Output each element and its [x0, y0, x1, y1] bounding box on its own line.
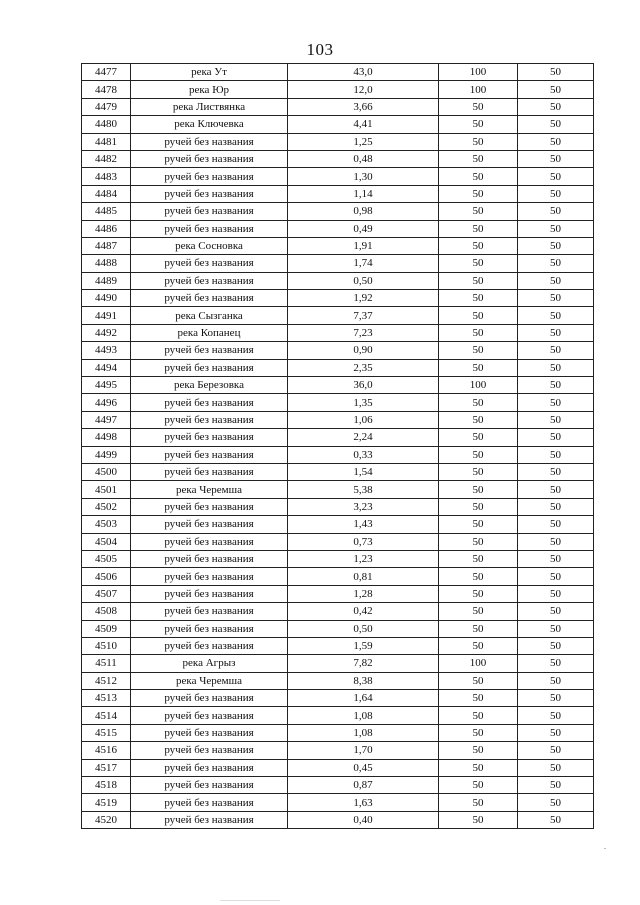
table-row — [82, 672, 594, 689]
river-length-km: 43,0 — [288, 64, 439, 81]
water-protection-zone-width: 50 — [439, 220, 518, 237]
water-protection-zone-width: 50 — [439, 637, 518, 654]
water-body-name: река Агрыз — [131, 655, 288, 672]
water-protection-zone-width: 50 — [439, 203, 518, 220]
coastal-protection-strip-width: 50 — [518, 290, 594, 307]
water-body-name: ручей без названия — [131, 290, 288, 307]
table-row — [82, 707, 594, 724]
water-body-name: ручей без названия — [131, 255, 288, 272]
water-protection-zone-width: 50 — [439, 307, 518, 324]
river-length-km: 0,98 — [288, 203, 439, 220]
row-number: 4508 — [82, 603, 131, 620]
river-length-km: 0,73 — [288, 533, 439, 550]
water-body-name: ручей без названия — [131, 690, 288, 707]
river-length-km: 1,08 — [288, 724, 439, 741]
water-protection-zone-width: 50 — [439, 394, 518, 411]
water-protection-zone-width: 50 — [439, 116, 518, 133]
coastal-protection-strip-width: 50 — [518, 655, 594, 672]
water-protection-zone-width: 100 — [439, 655, 518, 672]
row-number: 4488 — [82, 255, 131, 272]
river-length-km: 0,42 — [288, 603, 439, 620]
row-number: 4506 — [82, 568, 131, 585]
table-row — [82, 498, 594, 515]
water-protection-zone-width: 50 — [439, 133, 518, 150]
river-length-km: 0,50 — [288, 620, 439, 637]
row-number: 4484 — [82, 185, 131, 202]
water-body-name: ручей без названия — [131, 463, 288, 480]
table-row — [82, 220, 594, 237]
water-protection-zone-width: 50 — [439, 150, 518, 167]
river-length-km: 4,41 — [288, 116, 439, 133]
table-row — [82, 64, 594, 81]
coastal-protection-strip-width: 50 — [518, 568, 594, 585]
table-row — [82, 185, 594, 202]
row-number: 4491 — [82, 307, 131, 324]
row-number: 4516 — [82, 742, 131, 759]
coastal-protection-strip-width: 50 — [518, 533, 594, 550]
table-row — [82, 377, 594, 394]
table-body — [82, 64, 594, 829]
coastal-protection-strip-width: 50 — [518, 324, 594, 341]
water-protection-zone-width: 50 — [439, 272, 518, 289]
row-number: 4509 — [82, 620, 131, 637]
row-number: 4518 — [82, 777, 131, 794]
river-length-km: 1,28 — [288, 585, 439, 602]
water-body-name: ручей без названия — [131, 411, 288, 428]
water-body-name: ручей без названия — [131, 272, 288, 289]
river-length-km: 1,63 — [288, 794, 439, 811]
water-body-name: ручей без названия — [131, 220, 288, 237]
water-body-name: ручей без названия — [131, 203, 288, 220]
row-number: 4496 — [82, 394, 131, 411]
river-length-km: 1,35 — [288, 394, 439, 411]
water-protection-zone-width: 50 — [439, 255, 518, 272]
river-length-km: 3,23 — [288, 498, 439, 515]
table-row — [82, 603, 594, 620]
table-row — [82, 411, 594, 428]
water-protection-zone-width: 50 — [439, 568, 518, 585]
row-number: 4498 — [82, 429, 131, 446]
water-body-name: ручей без названия — [131, 185, 288, 202]
river-length-km: 0,48 — [288, 150, 439, 167]
water-body-name: ручей без названия — [131, 724, 288, 741]
row-number: 4514 — [82, 707, 131, 724]
coastal-protection-strip-width: 50 — [518, 498, 594, 515]
row-number: 4502 — [82, 498, 131, 515]
coastal-protection-strip-width: 50 — [518, 550, 594, 567]
coastal-protection-strip-width: 50 — [518, 133, 594, 150]
water-protection-zone-width: 50 — [439, 342, 518, 359]
water-protection-zone-width: 50 — [439, 707, 518, 724]
coastal-protection-strip-width: 50 — [518, 411, 594, 428]
water-body-name: ручей без названия — [131, 637, 288, 654]
row-number: 4494 — [82, 359, 131, 376]
water-body-name: ручей без названия — [131, 811, 288, 828]
table-row — [82, 150, 594, 167]
coastal-protection-strip-width: 50 — [518, 64, 594, 81]
coastal-protection-strip-width: 50 — [518, 237, 594, 254]
table-row — [82, 777, 594, 794]
river-length-km: 8,38 — [288, 672, 439, 689]
table-row — [82, 742, 594, 759]
table-row — [82, 446, 594, 463]
page-number: 103 — [306, 40, 334, 59]
row-number: 4501 — [82, 481, 131, 498]
water-body-name: ручей без названия — [131, 742, 288, 759]
water-protection-zone-width: 50 — [439, 516, 518, 533]
table-row — [82, 655, 594, 672]
water-body-name: ручей без названия — [131, 777, 288, 794]
water-protection-zone-width: 50 — [439, 185, 518, 202]
table-row — [82, 568, 594, 585]
river-length-km: 1,92 — [288, 290, 439, 307]
water-body-name: ручей без названия — [131, 168, 288, 185]
water-protection-zone-width: 50 — [439, 794, 518, 811]
river-length-km: 1,08 — [288, 707, 439, 724]
water-body-name: река Сосновка — [131, 237, 288, 254]
row-number: 4512 — [82, 672, 131, 689]
coastal-protection-strip-width: 50 — [518, 637, 594, 654]
row-number: 4482 — [82, 150, 131, 167]
row-number: 4497 — [82, 411, 131, 428]
river-length-km: 0,45 — [288, 759, 439, 776]
table-row — [82, 394, 594, 411]
coastal-protection-strip-width: 50 — [518, 98, 594, 115]
water-protection-zone-width: 50 — [439, 742, 518, 759]
table-row — [82, 585, 594, 602]
coastal-protection-strip-width: 50 — [518, 724, 594, 741]
table-row — [82, 620, 594, 637]
river-length-km: 1,25 — [288, 133, 439, 150]
river-length-km: 2,24 — [288, 429, 439, 446]
table-row — [82, 550, 594, 567]
row-number: 4478 — [82, 81, 131, 98]
coastal-protection-strip-width: 50 — [518, 394, 594, 411]
water-protection-zone-width: 50 — [439, 98, 518, 115]
coastal-protection-strip-width: 50 — [518, 794, 594, 811]
coastal-protection-strip-width: 50 — [518, 185, 594, 202]
coastal-protection-strip-width: 50 — [518, 777, 594, 794]
water-protection-zone-width: 50 — [439, 481, 518, 498]
water-body-name: ручей без названия — [131, 794, 288, 811]
table-row — [82, 463, 594, 480]
row-number: 4479 — [82, 98, 131, 115]
row-number: 4507 — [82, 585, 131, 602]
water-protection-zone-width: 50 — [439, 290, 518, 307]
river-length-km: 7,23 — [288, 324, 439, 341]
water-protection-zone-width: 100 — [439, 81, 518, 98]
coastal-protection-strip-width: 50 — [518, 272, 594, 289]
row-number: 4515 — [82, 724, 131, 741]
table-row — [82, 203, 594, 220]
row-number: 4505 — [82, 550, 131, 567]
table-row — [82, 237, 594, 254]
table-row — [82, 81, 594, 98]
water-body-name: ручей без названия — [131, 550, 288, 567]
row-number: 4519 — [82, 794, 131, 811]
row-number: 4481 — [82, 133, 131, 150]
coastal-protection-strip-width: 50 — [518, 446, 594, 463]
river-length-km: 1,70 — [288, 742, 439, 759]
coastal-protection-strip-width: 50 — [518, 603, 594, 620]
row-number: 4490 — [82, 290, 131, 307]
table-row — [82, 516, 594, 533]
water-protection-zone-width: 100 — [439, 377, 518, 394]
coastal-protection-strip-width: 50 — [518, 707, 594, 724]
coastal-protection-strip-width: 50 — [518, 255, 594, 272]
row-number: 4500 — [82, 463, 131, 480]
coastal-protection-strip-width: 50 — [518, 359, 594, 376]
water-protection-zone-width: 50 — [439, 811, 518, 828]
water-protection-zone-width: 50 — [439, 237, 518, 254]
row-number: 4513 — [82, 690, 131, 707]
row-number: 4517 — [82, 759, 131, 776]
row-number: 4483 — [82, 168, 131, 185]
water-protection-zone-width: 50 — [439, 498, 518, 515]
river-length-km: 2,35 — [288, 359, 439, 376]
water-bodies-table — [81, 63, 594, 829]
river-length-km: 5,38 — [288, 481, 439, 498]
table-row — [82, 533, 594, 550]
water-body-name: ручей без названия — [131, 429, 288, 446]
water-protection-zone-width: 50 — [439, 620, 518, 637]
table-row — [82, 255, 594, 272]
table-row — [82, 794, 594, 811]
coastal-protection-strip-width: 50 — [518, 342, 594, 359]
coastal-protection-strip-width: 50 — [518, 690, 594, 707]
coastal-protection-strip-width: 50 — [518, 220, 594, 237]
water-body-name: ручей без названия — [131, 620, 288, 637]
water-body-name: река Ключевка — [131, 116, 288, 133]
coastal-protection-strip-width: 50 — [518, 811, 594, 828]
scan-artifact — [220, 900, 280, 901]
river-length-km: 1,43 — [288, 516, 439, 533]
water-body-name: ручей без названия — [131, 707, 288, 724]
water-body-name: ручей без названия — [131, 446, 288, 463]
river-length-km: 7,82 — [288, 655, 439, 672]
coastal-protection-strip-width: 50 — [518, 307, 594, 324]
water-body-name: река Копанец — [131, 324, 288, 341]
water-protection-zone-width: 50 — [439, 672, 518, 689]
river-length-km: 0,90 — [288, 342, 439, 359]
table-row — [82, 98, 594, 115]
river-length-km: 0,87 — [288, 777, 439, 794]
river-length-km: 1,74 — [288, 255, 439, 272]
river-length-km: 3,66 — [288, 98, 439, 115]
water-body-name: ручей без названия — [131, 568, 288, 585]
water-protection-zone-width: 50 — [439, 446, 518, 463]
table-row — [82, 168, 594, 185]
row-number: 4492 — [82, 324, 131, 341]
water-body-name: ручей без названия — [131, 342, 288, 359]
river-length-km: 0,40 — [288, 811, 439, 828]
water-protection-zone-width: 50 — [439, 429, 518, 446]
table-row — [82, 690, 594, 707]
water-protection-zone-width: 50 — [439, 550, 518, 567]
water-body-name: ручей без названия — [131, 498, 288, 515]
water-body-name: река Сызганка — [131, 307, 288, 324]
water-body-name: река Черемша — [131, 672, 288, 689]
row-number: 4499 — [82, 446, 131, 463]
table-row — [82, 133, 594, 150]
river-length-km: 1,54 — [288, 463, 439, 480]
table-row — [82, 724, 594, 741]
table-row — [82, 359, 594, 376]
river-length-km: 1,59 — [288, 637, 439, 654]
river-length-km: 1,64 — [288, 690, 439, 707]
water-body-name: ручей без названия — [131, 603, 288, 620]
coastal-protection-strip-width: 50 — [518, 81, 594, 98]
water-body-name: ручей без названия — [131, 516, 288, 533]
coastal-protection-strip-width: 50 — [518, 203, 594, 220]
water-body-name: ручей без названия — [131, 359, 288, 376]
water-body-name: река Листвянка — [131, 98, 288, 115]
water-body-name: ручей без названия — [131, 150, 288, 167]
row-number: 4485 — [82, 203, 131, 220]
water-body-name: река Юр — [131, 81, 288, 98]
water-body-name: ручей без названия — [131, 394, 288, 411]
river-length-km: 0,49 — [288, 220, 439, 237]
coastal-protection-strip-width: 50 — [518, 672, 594, 689]
row-number: 4503 — [82, 516, 131, 533]
coastal-protection-strip-width: 50 — [518, 516, 594, 533]
water-body-name: ручей без названия — [131, 133, 288, 150]
table-row — [82, 116, 594, 133]
water-protection-zone-width: 50 — [439, 533, 518, 550]
water-protection-zone-width: 50 — [439, 585, 518, 602]
water-body-name: река Черемша — [131, 481, 288, 498]
table-row — [82, 290, 594, 307]
coastal-protection-strip-width: 50 — [518, 742, 594, 759]
water-body-name: река Ут — [131, 64, 288, 81]
row-number: 4495 — [82, 377, 131, 394]
river-length-km: 0,50 — [288, 272, 439, 289]
river-length-km: 1,30 — [288, 168, 439, 185]
river-length-km: 12,0 — [288, 81, 439, 98]
row-number: 4486 — [82, 220, 131, 237]
water-body-name: ручей без названия — [131, 759, 288, 776]
water-protection-zone-width: 50 — [439, 724, 518, 741]
row-number: 4504 — [82, 533, 131, 550]
coastal-protection-strip-width: 50 — [518, 759, 594, 776]
river-length-km: 0,81 — [288, 568, 439, 585]
river-length-km: 1,14 — [288, 185, 439, 202]
table-row — [82, 342, 594, 359]
water-protection-zone-width: 50 — [439, 759, 518, 776]
water-protection-zone-width: 50 — [439, 777, 518, 794]
row-number: 4487 — [82, 237, 131, 254]
water-protection-zone-width: 50 — [439, 168, 518, 185]
row-number: 4480 — [82, 116, 131, 133]
table-row — [82, 272, 594, 289]
water-body-name: ручей без названия — [131, 533, 288, 550]
table-row — [82, 481, 594, 498]
river-length-km: 1,91 — [288, 237, 439, 254]
row-number: 4510 — [82, 637, 131, 654]
river-length-km: 7,37 — [288, 307, 439, 324]
water-body-name: ручей без названия — [131, 585, 288, 602]
row-number: 4520 — [82, 811, 131, 828]
water-protection-zone-width: 50 — [439, 359, 518, 376]
coastal-protection-strip-width: 50 — [518, 620, 594, 637]
coastal-protection-strip-width: 50 — [518, 377, 594, 394]
table-row — [82, 759, 594, 776]
river-length-km: 1,23 — [288, 550, 439, 567]
row-number: 4493 — [82, 342, 131, 359]
table-row — [82, 637, 594, 654]
row-number: 4477 — [82, 64, 131, 81]
table-row — [82, 811, 594, 828]
coastal-protection-strip-width: 50 — [518, 168, 594, 185]
water-protection-zone-width: 50 — [439, 463, 518, 480]
coastal-protection-strip-width: 50 — [518, 585, 594, 602]
water-protection-zone-width: 50 — [439, 411, 518, 428]
table-row — [82, 429, 594, 446]
coastal-protection-strip-width: 50 — [518, 429, 594, 446]
scan-artifact — [604, 848, 606, 849]
coastal-protection-strip-width: 50 — [518, 481, 594, 498]
table-row — [82, 307, 594, 324]
river-length-km: 1,06 — [288, 411, 439, 428]
water-protection-zone-width: 100 — [439, 64, 518, 81]
water-protection-zone-width: 50 — [439, 324, 518, 341]
coastal-protection-strip-width: 50 — [518, 116, 594, 133]
water-protection-zone-width: 50 — [439, 690, 518, 707]
coastal-protection-strip-width: 50 — [518, 150, 594, 167]
water-protection-zone-width: 50 — [439, 603, 518, 620]
coastal-protection-strip-width: 50 — [518, 463, 594, 480]
table-row — [82, 324, 594, 341]
river-length-km: 0,33 — [288, 446, 439, 463]
row-number: 4511 — [82, 655, 131, 672]
row-number: 4489 — [82, 272, 131, 289]
river-length-km: 36,0 — [288, 377, 439, 394]
water-body-name: река Березовка — [131, 377, 288, 394]
